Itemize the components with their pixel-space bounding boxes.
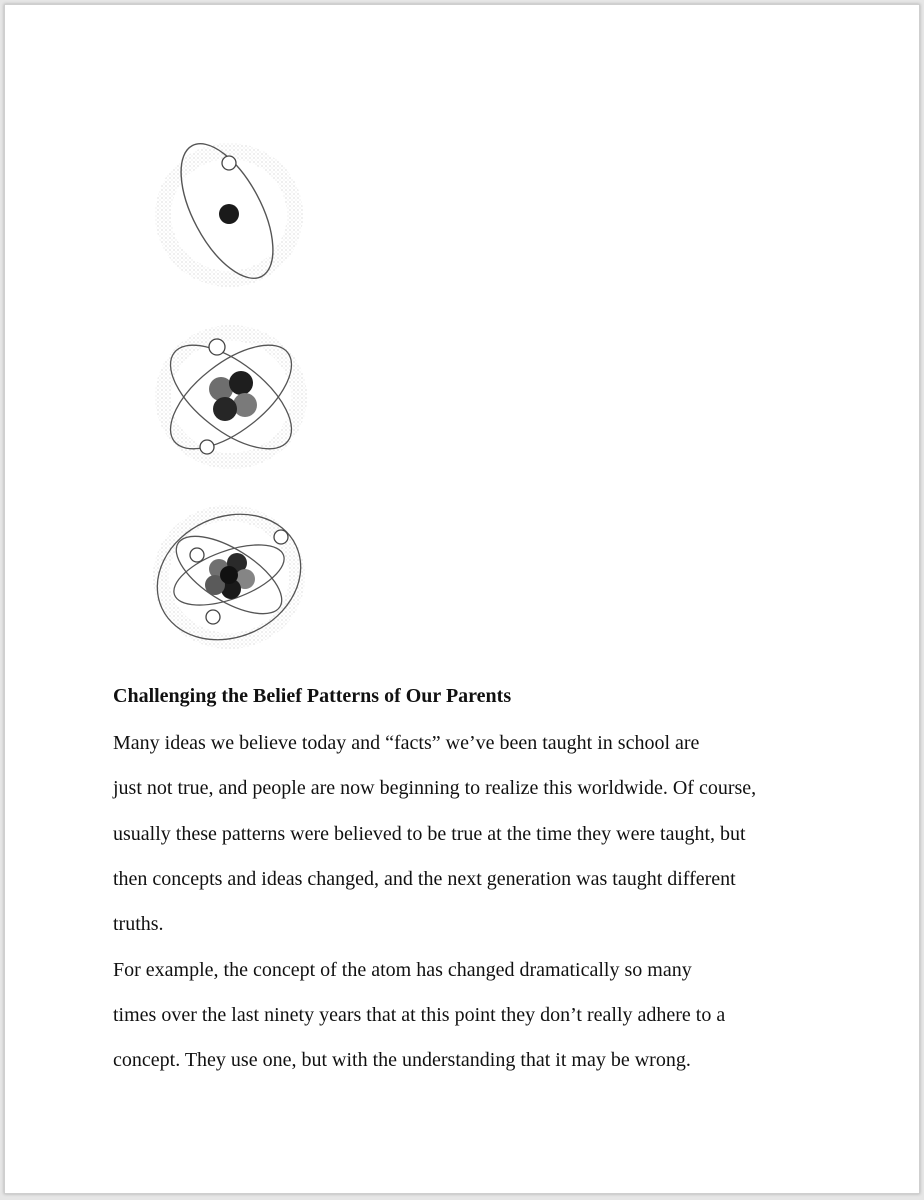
paragraph-line: truths.	[113, 913, 164, 935]
paragraph-line: usually these patterns were believed to be true at the time they were taught, but	[113, 823, 746, 845]
document-page	[4, 4, 920, 1194]
paragraph-line: concept. They use one, but with the understanding that it may be wrong.	[113, 1049, 691, 1071]
paragraph-line: just not true, and people are now beginning to realize this worldwide. Of course,	[113, 777, 757, 799]
atom-three-electrons-icon	[145, 499, 313, 659]
paragraph-line: then concepts and ideas changed, and the next generation was taught different	[113, 868, 736, 890]
paragraph-line: For example, the concept of the atom has changed dramatically so many	[113, 959, 692, 981]
section-heading: Challenging the Belief Patterns of Our Parents	[113, 685, 512, 707]
paragraph-line: times over the last ninety years that at this point they don’t really adhere to a	[113, 1004, 726, 1026]
atom-two-electrons-icon	[145, 317, 313, 477]
atom-one-electron-icon	[145, 137, 313, 297]
paragraph-line: Many ideas we believe today and “facts” we’ve been taught in school are	[113, 732, 700, 754]
